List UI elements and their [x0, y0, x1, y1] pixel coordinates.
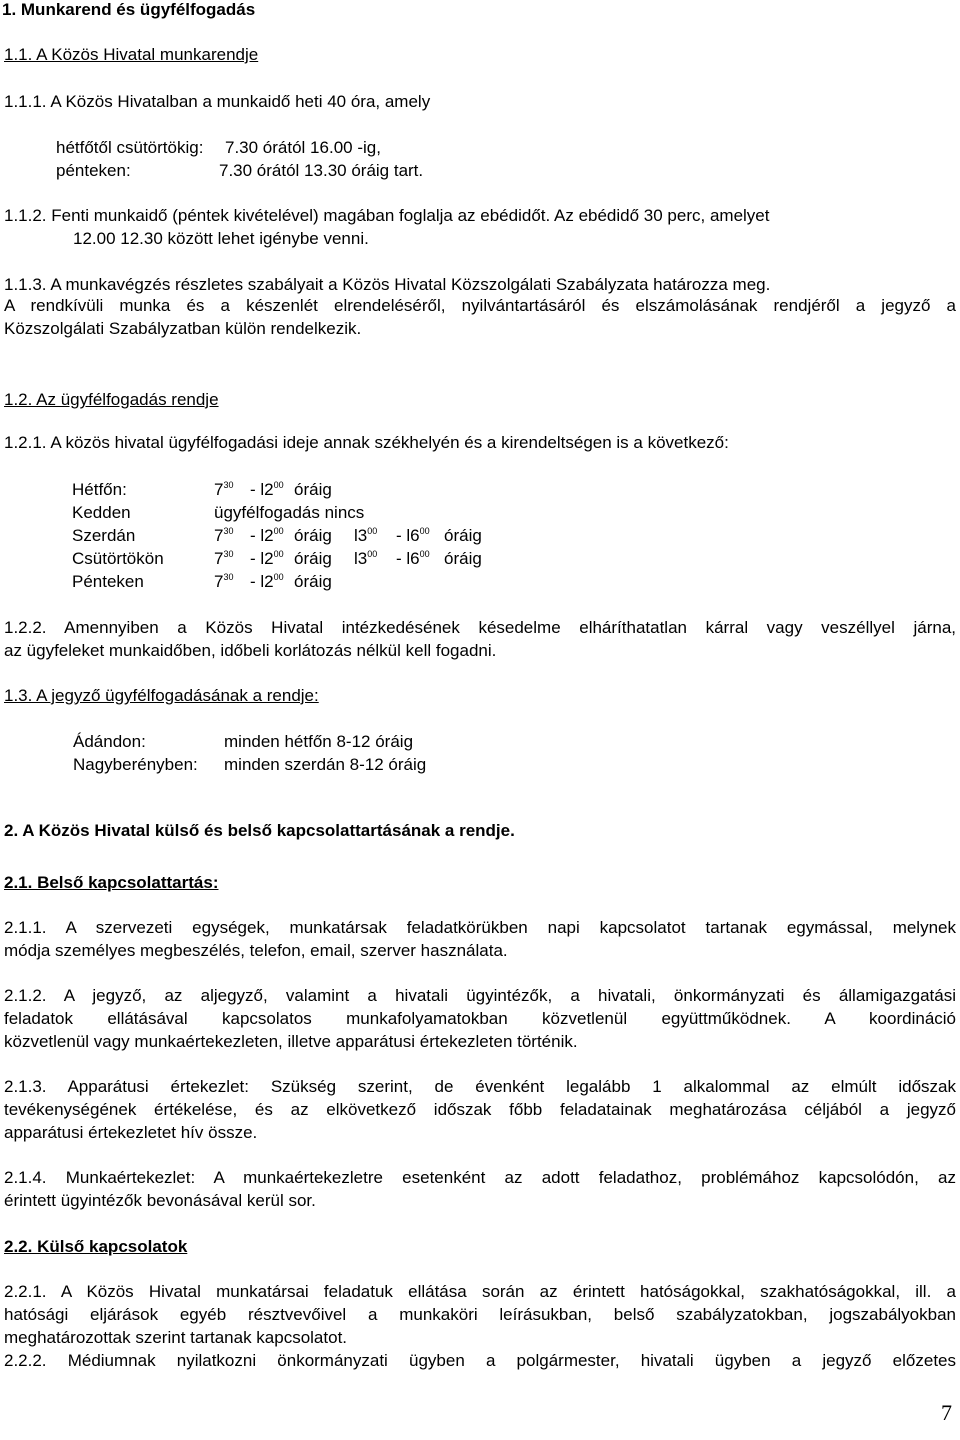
- schedule-day: Pénteken: [72, 572, 144, 591]
- para-2-2-1: [4, 1280, 956, 1349]
- schedule-day: Kedden: [72, 503, 131, 522]
- para-2-2-1-line-1: 2.2.1. A Közös Hivatal munkatársai feladatuk ellátása során az érintett hatóságokkal, szakhatóságokkal, ill. a: [4, 1282, 956, 1301]
- para-1-1-2-line-2: 12.00 12.30 között lehet igénybe venni.: [73, 229, 369, 248]
- para-2-1-1-line-2: módja személyes megbeszélés, telefon, email, szerver használata.: [4, 941, 508, 960]
- para-2-1-3-line-2: tevékenységének értékelése, és az elkövetkező időszak főbb feladatainak meghatározása céljából a jegyző: [4, 1100, 956, 1119]
- schedule-until: óráig: [294, 549, 332, 568]
- para-1-2-1: 1.2.1. A közös hivatal ügyfélfogadási ideje annak székhelyén és a kirendeltségen is a következő:: [4, 433, 729, 452]
- para-2-1-4: [4, 1166, 956, 1212]
- schedule-time-from-2: $l3^{00}$: [354, 549, 378, 568]
- para-1-1-2-line-1: 1.1.2. Fenti munkaidő (péntek kivételével) magában foglalja az ebédidőt. Az ebédidő 30 perc, amelyet: [4, 206, 770, 225]
- hours-friday-value: 7.30 órától 13.30 óráig tart.: [219, 161, 424, 180]
- section-1-2-title: 1.2. Az ügyfélfogadás rendje: [4, 390, 219, 409]
- notary-time: minden szerdán 8-12 óráig: [224, 755, 427, 774]
- schedule-until: óráig: [294, 526, 332, 545]
- heading-1: 1. Munkarend és ügyfélfogadás: [2, 0, 256, 19]
- para-1-2-2-line-1: 1.2.2. Amennyiben a Közös Hivatal intézkedésének késedelme elháríthatatlan kárral vagy veszéllyel járna,: [4, 618, 956, 637]
- schedule-time-to: - $l2^{00}$: [250, 526, 284, 545]
- schedule-note: ügyfélfogadás nincs: [214, 503, 365, 522]
- section-1-1-title: 1.1. A Közös Hivatal munkarendje: [4, 45, 259, 64]
- para-1-1-3-line-1: 1.1.3. A munkavégzés részletes szabályait a Közös Hivatal Közszolgálati Szabályzata határozza meg.: [4, 275, 771, 294]
- hours-weekday-value: 7.30 órától 16.00 -ig,: [225, 138, 381, 157]
- para-1-2-2-line-2: az ügyfeleket munkaidőben, időbeli korlátozás nélkül kell fogadni.: [4, 641, 497, 660]
- notary-time: minden hétfőn 8-12 óráig: [224, 732, 414, 751]
- schedule-until-2: óráig: [444, 526, 482, 545]
- para-2-2-2: [4, 1349, 956, 1372]
- para-2-1-2-line-1: 2.1.2. A jegyző, az aljegyző, valamint a hivatali ügyintézők, a hivatali, önkormányzati és államigazgatási: [4, 986, 956, 1005]
- schedule-time-to-2: - $l6^{00}$: [396, 549, 430, 568]
- section-2-2-title: 2.2. Külső kapcsolatok: [4, 1237, 188, 1256]
- para-2-1-3-line-3: apparátusi értekezletet hív össze.: [4, 1123, 258, 1142]
- section-2-1-title: 2.1. Belső kapcsolattartás:: [4, 873, 219, 892]
- para-2-2-1-line-3: meghatározottak szerint tartanak kapcsolatot.: [4, 1328, 348, 1347]
- schedule-day: Szerdán: [72, 526, 136, 545]
- schedule-time-from: $7^{30}$: [214, 549, 234, 568]
- para-1-1-3-line-3: Közszolgálati Szabályzatban külön rendelkezik.: [4, 319, 362, 338]
- section-1-3-title: 1.3. A jegyző ügyfélfogadásának a rendje:: [4, 686, 319, 705]
- heading-2: 2. A Közös Hivatal külső és belső kapcsolattartásának a rendje.: [4, 821, 515, 840]
- schedule-time-from-2: $l3^{00}$: [354, 526, 378, 545]
- notary-place: Ádándon:: [73, 732, 146, 751]
- para-2-1-1-line-1: 2.1.1. A szervezeti egységek, munkatársak feladatkörükben napi kapcsolatot tartanak egymással, melynek: [4, 918, 956, 937]
- schedule-until: óráig: [294, 572, 332, 591]
- para-2-1-3-line-1: 2.1.3. Apparátusi értekezlet: Szükség szerint, de évenként legalább 1 alkalommal az elmúlt időszak: [4, 1077, 956, 1096]
- schedule-time-to: - $l2^{00}$: [250, 549, 284, 568]
- schedule-day: Csütörtökön: [72, 549, 164, 568]
- para-1-2-2: [4, 616, 956, 662]
- schedule-time-from: $7^{30}$: [214, 572, 234, 591]
- para-1-1-1: 1.1.1. A Közös Hivatalban a munkaidő heti 40 óra, amely: [4, 92, 431, 111]
- schedule-time-to-2: - $l6^{00}$: [396, 526, 430, 545]
- schedule-time-to: - $l2^{00}$: [250, 480, 284, 499]
- para-2-1-3: [4, 1075, 956, 1144]
- hours-weekday-label: hétfőtől csütörtökig:: [56, 138, 204, 157]
- notary-place: Nagyberényben:: [73, 755, 198, 774]
- para-2-2-2-line-1: 2.2.2. Médiumnak nyilatkozni önkormányzati ügyben a polgármester, hivatali ügyben a jegyző előzetes: [4, 1351, 956, 1370]
- para-1-1-3-body: [4, 294, 956, 340]
- schedule-time-from: $7^{30}$: [214, 480, 234, 499]
- para-2-1-4-line-1: 2.1.4. Munkaértekezlet: A munkaértekezletre esetenként az adott feladathoz, problémához kapcsolódón, az: [4, 1168, 956, 1187]
- para-1-1-3-line-2: A rendkívüli munka és a készenlét elrendeléséről, nyilvántartásáról és elszámolásának rendjéről a jegyző a: [4, 296, 956, 315]
- schedule-day: Hétfőn:: [72, 480, 127, 499]
- schedule-until-2: óráig: [444, 549, 482, 568]
- schedule-time-from: $7^{30}$: [214, 526, 234, 545]
- schedule-until: óráig: [294, 480, 332, 499]
- para-2-1-4-line-2: érintett ügyintézők bevonásával kerül sor.: [4, 1191, 316, 1210]
- hours-friday-label: pénteken:: [56, 161, 131, 180]
- para-2-2-1-line-2: hatósági eljárások egyéb résztvevőivel a munkaköri leírásukban, belső szabályzatokban, jogszabályokban: [4, 1305, 956, 1324]
- para-2-1-1: [4, 916, 956, 962]
- para-2-1-2: [4, 984, 956, 1053]
- para-2-1-2-line-2: feladatok ellátásával kapcsolatos munkafolyamatokban közvetlenül együttműködnek. A koordináció: [4, 1009, 956, 1028]
- schedule-time-to: - $l2^{00}$: [250, 572, 284, 591]
- page-number: 7: [941, 1400, 952, 1425]
- para-2-1-2-line-3: közvetlenül vagy munkaértekezleten, illetve apparátusi értekezleten történik.: [4, 1032, 578, 1051]
